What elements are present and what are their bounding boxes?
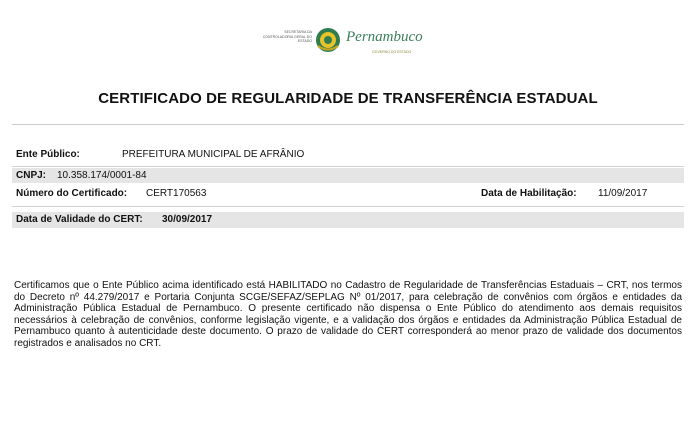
row-cnpj	[12, 168, 684, 183]
numero-label: Número do Certificado:	[16, 188, 128, 199]
habilitacao-label: Data de Habilitação:	[481, 188, 577, 199]
habilitacao-value: 11/09/2017	[598, 188, 648, 199]
ente-label: Ente Público:	[16, 149, 80, 160]
brand-tagline: GOVERNO DO ESTADO	[372, 50, 412, 54]
row-validade	[12, 212, 684, 228]
row-numero-habilitacao	[12, 186, 684, 202]
validade-label: Data de Validade do CERT:	[16, 214, 143, 225]
row-ente-publico	[12, 147, 684, 163]
ente-value: PREFEITURA MUNICIPAL DE AFRÂNIO	[122, 149, 305, 160]
row-divider	[12, 166, 684, 167]
secretaria-label: SECRETARIA DA CONTROLADORIA GERAL DO ESTADO	[262, 30, 312, 43]
row-divider	[12, 206, 684, 207]
numero-value: CERT170563	[146, 188, 207, 199]
certificate-title: CERTIFICADO DE REGULARIDADE DE TRANSFERÊNCIA ESTADUAL	[98, 90, 598, 107]
pernambuco-emblem-icon	[314, 26, 342, 54]
header-logo	[262, 22, 432, 58]
title-divider	[12, 124, 684, 125]
validade-value: 30/09/2017	[162, 214, 213, 225]
certificate-body: Certificamos que o Ente Público acima identificado está HABILITADO no Cadastro de Regularidade de Transferências Estaduais – CRT, nos termos do Decreto nº 44.279/2017 e Portaria Conjunta SCGE/SEFAZ/SEPLAG Nº 01/2017, para celebração de convênios com órgãos e entidades da Administração Pública Estadual de Pernambuco. O presente certificado não dispensa o Ente Público do atendimento aos demais requisitos necessários à celebração de convênios, conforme legislação vigente, e a validação dos órgãos e entidades da Administração Pública Estadual de Pernambuco quanto à autenticidade deste documento. O prazo de validade do CERT corresponderá ao menor prazo de validade dos documentos registrados e analisados no CRT.	[14, 280, 682, 349]
brand-name: Pernambuco	[346, 29, 423, 45]
cnpj-label: CNPJ:	[16, 170, 47, 181]
cnpj-value: 10.358.174/0001-84	[57, 170, 147, 181]
